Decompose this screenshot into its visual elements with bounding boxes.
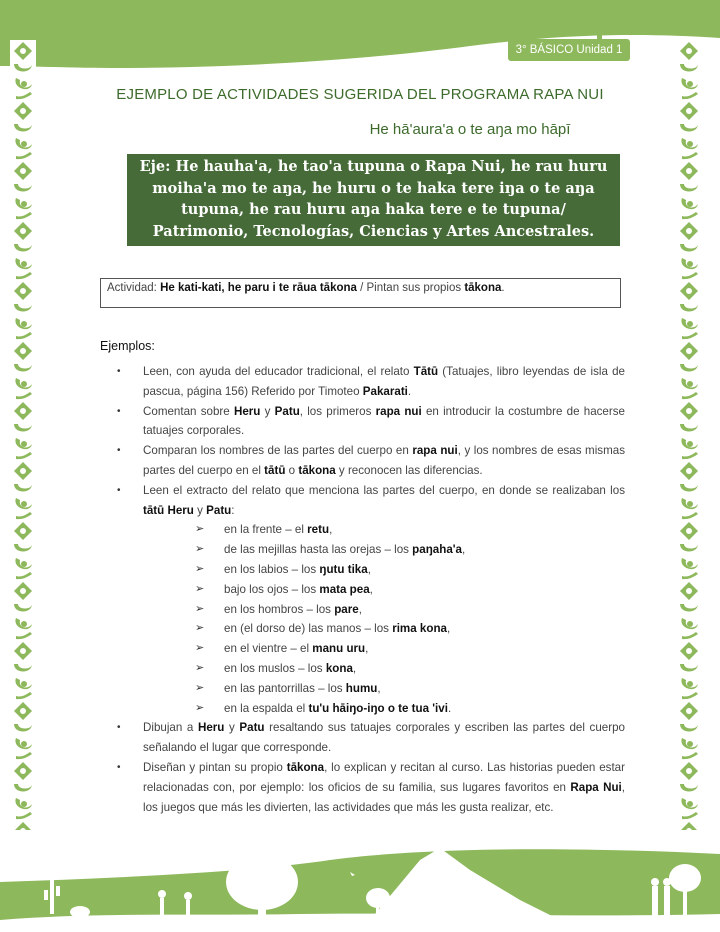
activity-box bbox=[100, 278, 621, 308]
activity-separator: / Pintan sus propios bbox=[356, 282, 465, 294]
example-text: y reconocen las diferencias. bbox=[335, 463, 483, 477]
bold-term: tātū Heru bbox=[143, 503, 194, 517]
punctuation: , bbox=[377, 681, 381, 695]
example-text: , lo explican y recitan al curso. Las historias pueden estar relacionadas con, por ejemplo: los oficios de su familia, sus lugares favoritos en bbox=[143, 760, 625, 794]
body-part-rapanui: pare bbox=[334, 602, 359, 616]
body-part-rapanui: ŋutu tika bbox=[319, 562, 368, 576]
example-item bbox=[100, 402, 625, 442]
body-part-spanish: en las pantorrillas – los bbox=[224, 681, 346, 695]
example-text: y bbox=[224, 721, 240, 735]
bullet-icon: • bbox=[117, 445, 121, 457]
example-text: , los primeros bbox=[299, 404, 376, 418]
document-subtitle: He hā'aura'a o te aŋa mo hāpī bbox=[369, 121, 571, 138]
example-text: : bbox=[231, 503, 235, 517]
body-part-spanish: en el vientre – el bbox=[224, 642, 313, 656]
example-text: , los juegos que más les divierten, las actividades que más les gusta realizar, etc. bbox=[143, 780, 626, 814]
example-text: . bbox=[407, 384, 412, 398]
eje-banner: Eje: He hauha'a, he tao'a tupuna o Rapa Nui, he rau huru moiha'a mo te aŋa, he huru o te haka tere iŋa o te aŋa tupuna, he rau huru aŋa haka tere e te tupuna/ Patrimonio, Tecnologías, Ciencias y Artes Ancestrales. bbox=[127, 154, 620, 246]
right-pattern-border-icon bbox=[676, 40, 702, 830]
body-part-spanish: en la frente – el bbox=[224, 523, 308, 537]
example-text: (Tatuajes, libro leyendas de isla de pascua, página 156) Referido por Timoteo bbox=[143, 365, 625, 398]
footer-landscape-decoration bbox=[0, 820, 720, 932]
example-text: Leen el extracto del relato que menciona las partes del cuerpo, en donde se realizaban los bbox=[143, 483, 625, 497]
example-text: Leen, con ayuda del educador tradicional, el relato bbox=[143, 365, 414, 378]
bold-term: Patu bbox=[239, 721, 265, 735]
example-item bbox=[100, 758, 625, 817]
punctuation: , bbox=[367, 562, 371, 576]
bold-term: tākona bbox=[286, 760, 325, 774]
arrow-bullet-icon: ➢ bbox=[195, 701, 205, 714]
body-part-item bbox=[195, 580, 625, 600]
example-item bbox=[100, 362, 625, 402]
bold-term: Heru bbox=[233, 404, 261, 418]
bold-term: Patu bbox=[274, 404, 300, 418]
body-part-spanish: en los muslos – los bbox=[224, 661, 326, 675]
body-part-item bbox=[195, 679, 625, 699]
example-item bbox=[100, 441, 625, 481]
arrow-bullet-icon: ➢ bbox=[195, 543, 205, 556]
body-part-spanish: en los hombros – los bbox=[224, 602, 335, 616]
grade-unit-badge: 3° BÁSICO Unidad 1 bbox=[508, 39, 630, 61]
bold-term: tātū bbox=[264, 463, 286, 477]
activity-title-rapanui: He kati-kati, he paru i te rāua tākona bbox=[160, 282, 357, 294]
punctuation: , bbox=[369, 582, 373, 596]
bullet-icon: • bbox=[117, 405, 121, 417]
body-part-rapanui: humu bbox=[345, 681, 378, 695]
example-text: Diseñan y pintan su propio bbox=[143, 760, 287, 774]
bullet-icon: • bbox=[117, 484, 121, 496]
body-part-spanish: en (el dorso de) las manos – los bbox=[224, 622, 393, 636]
body-part-item bbox=[195, 520, 625, 540]
body-part-item bbox=[195, 540, 625, 560]
body-part-spanish: de las mejillas hasta las orejas – los bbox=[224, 543, 413, 557]
examples-list bbox=[100, 362, 625, 817]
activity-title-bold-end: tākona bbox=[464, 282, 502, 294]
bold-term: Pakarati bbox=[362, 384, 408, 398]
body-part-spanish: en la espalda el bbox=[224, 701, 309, 715]
example-text: Comparan los nombres de las partes del cuerpo en bbox=[143, 444, 413, 458]
body-part-rapanui: tu'u hāiŋo-iŋo o te tua 'ivi bbox=[308, 701, 448, 715]
bold-term: Heru bbox=[197, 721, 225, 735]
punctuation: , bbox=[329, 523, 333, 537]
punctuation: , bbox=[461, 543, 466, 557]
arrow-bullet-icon: ➢ bbox=[195, 582, 205, 595]
example-text: resaltando sus tatuajes corporales y escriben las partes del cuerpo señalando el lugar que corresponde. bbox=[143, 721, 625, 755]
examples-heading: Ejemplos: bbox=[100, 339, 155, 353]
arrow-bullet-icon: ➢ bbox=[195, 562, 205, 575]
example-text: Dibujan a bbox=[143, 721, 198, 735]
bold-term: rapa nui bbox=[375, 404, 422, 418]
example-item bbox=[100, 481, 625, 521]
body-part-rapanui: mata pea bbox=[319, 582, 370, 596]
body-part-rapanui: kona bbox=[325, 661, 353, 675]
activity-end: . bbox=[501, 282, 505, 294]
body-part-item bbox=[195, 639, 625, 659]
body-part-item bbox=[195, 560, 625, 580]
arrow-bullet-icon: ➢ bbox=[195, 523, 205, 536]
body-part-rapanui: paŋaha'a bbox=[412, 543, 462, 557]
punctuation: , bbox=[365, 642, 369, 656]
bullet-icon: • bbox=[117, 366, 121, 377]
body-part-rapanui: retu bbox=[307, 523, 330, 537]
bullet-icon: • bbox=[117, 761, 121, 773]
punctuation: . bbox=[447, 701, 452, 715]
punctuation: , bbox=[352, 661, 357, 675]
arrow-bullet-icon: ➢ bbox=[195, 681, 205, 694]
body-parts-sublist bbox=[100, 520, 625, 718]
arrow-bullet-icon: ➢ bbox=[195, 602, 205, 615]
body-part-item bbox=[195, 619, 625, 639]
example-text: , y los nombres de esas mismas partes del cuerpo en el bbox=[143, 444, 625, 477]
example-text: en introducir la costumbre de hacerse tatuajes corporales. bbox=[143, 404, 625, 438]
body-part-item bbox=[195, 600, 625, 620]
bold-term: rapa nui bbox=[412, 444, 458, 458]
body-part-spanish: en los labios – los bbox=[224, 562, 320, 576]
example-text: Comentan sobre bbox=[143, 404, 234, 418]
bold-term: Rapa Nui bbox=[570, 780, 622, 794]
body-part-item bbox=[195, 659, 625, 679]
example-text: o bbox=[285, 463, 299, 477]
body-part-rapanui: manu uru bbox=[312, 642, 366, 656]
arrow-bullet-icon: ➢ bbox=[195, 622, 205, 635]
document-title: EJEMPLO DE ACTIVIDADES SUGERIDA DEL PROGRAMA RAPA NUI bbox=[116, 86, 604, 103]
arrow-bullet-icon: ➢ bbox=[195, 642, 205, 655]
body-part-item bbox=[195, 699, 625, 719]
bold-term: tākona bbox=[298, 463, 336, 477]
bullet-icon: • bbox=[117, 722, 121, 734]
body-part-spanish: bajo los ojos – los bbox=[224, 582, 320, 596]
activity-label: Actividad: bbox=[107, 282, 161, 294]
example-text: y bbox=[193, 503, 207, 517]
arrow-bullet-icon: ➢ bbox=[195, 661, 205, 674]
punctuation: , bbox=[446, 622, 451, 636]
bold-term: Tātū bbox=[413, 365, 439, 378]
bold-term: Patu bbox=[206, 503, 232, 517]
punctuation: , bbox=[358, 602, 362, 616]
body-part-rapanui: rima kona bbox=[392, 622, 447, 636]
example-item bbox=[100, 718, 625, 758]
left-pattern-border-icon bbox=[10, 40, 36, 830]
example-text: y bbox=[260, 404, 275, 418]
